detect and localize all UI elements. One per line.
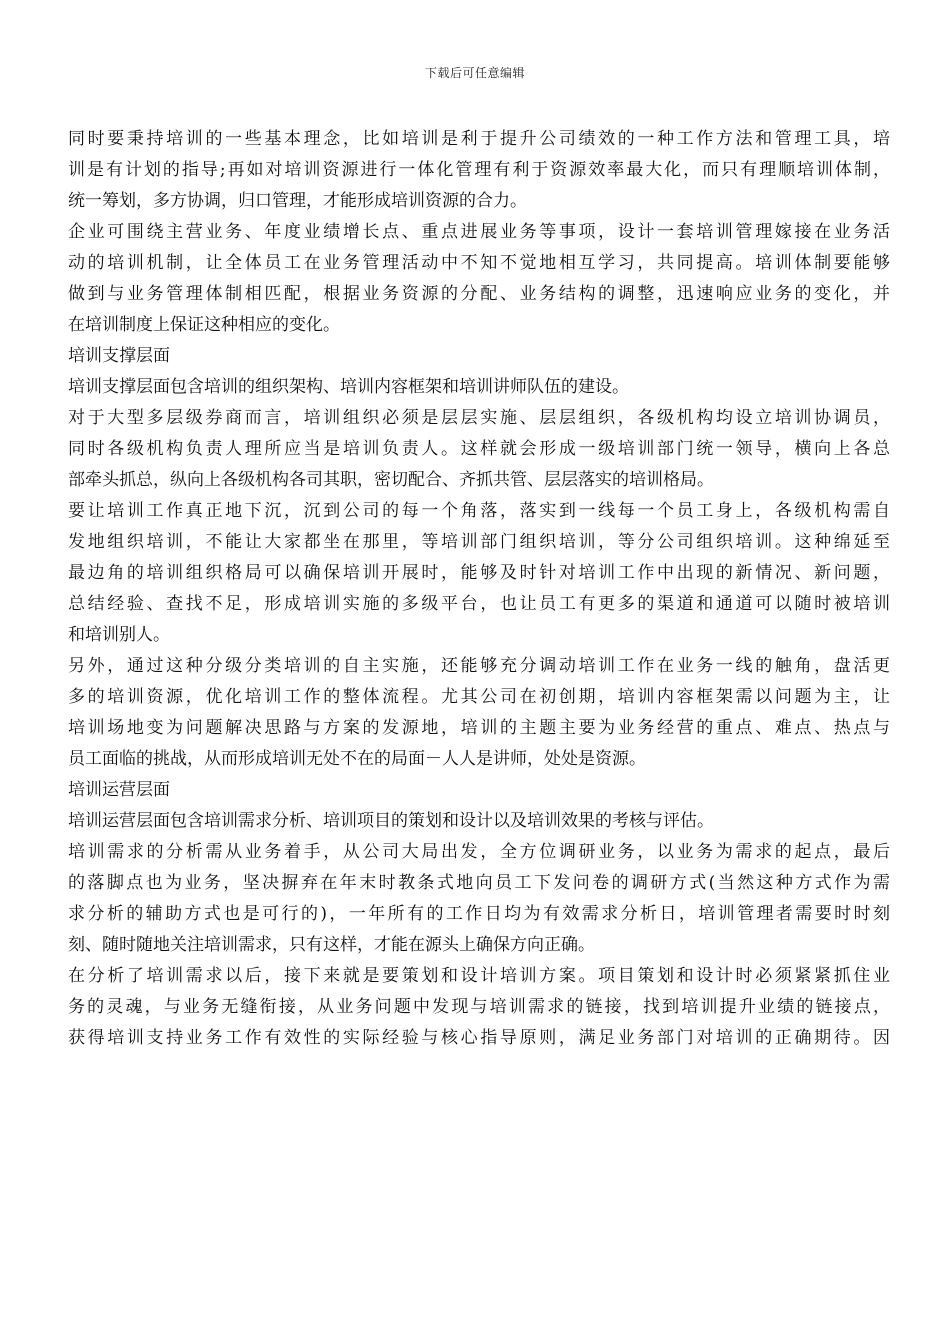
- text-line: 务的灵魂，与业务无缝衔接，从业务问题中发现与培训需求的链接，找到培训提升业绩的链接点，: [68, 997, 890, 1017]
- text-line: 的落脚点也为业务，坚决摒弃在年末时教条式地向员工下发问卷的调研方式(当然这种方式作为需: [68, 873, 890, 893]
- text-line: 发地组织培训，不能让大家都坐在那里，等培训部门组织培训，等分公司组织培训。这种绵延至: [68, 532, 890, 552]
- text-line: 同时各级机构负责人理所应当是培训负责人。这样就会形成一级培训部门统一领导，横向上各总: [68, 439, 890, 459]
- document-body: [68, 124, 890, 1054]
- text-line: 获得培训支持业务工作有效性的实际经验与核心指导原则，满足业务部门对培训的正确期待。因: [68, 1028, 890, 1048]
- section-heading: 培训支撑层面: [68, 346, 170, 366]
- text-line: 求分析的辅助方式也是可行的)，一年所有的工作日均为有效需求分析日，培训管理者需要时时刻: [68, 904, 890, 924]
- text-line: 培训运营层面包含培训需求分析、培训项目的策划和设计以及培训效果的考核与评估。: [68, 811, 714, 831]
- text-line: 要让培训工作真正地下沉，沉到公司的每一个角落，落实到一线每一个员工身上，各级机构需自: [68, 501, 890, 521]
- text-line: 对于大型多层级券商而言，培训组织必须是层层实施、层层组织，各级机构均设立培训协调员，: [68, 408, 890, 428]
- text-line: 最边角的培训组织格局可以确保培训开展时，能够及时针对培训工作中出现的新情况、新问题，: [68, 563, 890, 583]
- text-line: 培训需求的分析需从业务着手，从公司大局出发，全方位调研业务，以业务为需求的起点，最后: [68, 842, 890, 862]
- text-line: 总结经验、查找不足，形成培训实施的多级平台，也让员工有更多的渠道和通道可以随时被培训: [68, 594, 890, 614]
- text-line: 企业可围绕主营业务、年度业绩增长点、重点进展业务等事项，设计一套培训管理嫁接在业务活: [68, 222, 890, 242]
- text-line: 部牵头抓总，纵向上各级机构各司其职，密切配合、齐抓共管、层层落实的培训格局。: [68, 470, 714, 490]
- text-line: 做到与业务管理体制相匹配，根据业务资源的分配、业务结构的调整，迅速响应业务的变化，并: [68, 284, 890, 304]
- text-line: 在分析了培训需求以后，接下来就是要策划和设计培训方案。项目策划和设计时必须紧紧抓住业: [68, 966, 890, 986]
- text-line: 训是有计划的指导;再如对培训资源进行一体化管理有利于资源效率最大化，而只有理顺培训体制，: [68, 160, 890, 180]
- text-line: 刻、随时随地关注培训需求，只有这样，才能在源头上确保方向正确。: [68, 935, 595, 955]
- text-line: 同时要秉持培训的一些基本理念，比如培训是利于提升公司绩效的一种工作方法和管理工具，培: [68, 129, 890, 149]
- page-header: 下载后可任意编辑: [424, 66, 525, 80]
- section-heading: 培训运营层面: [68, 780, 170, 800]
- text-line: 动的培训机制，让全体员工在业务管理活动中不知不觉地相互学习，共同提高。培训体制要能够: [68, 253, 890, 273]
- text-line: 和培训别人。: [68, 625, 170, 645]
- text-line: 另外，通过这种分级分类培训的自主实施，还能够充分调动培训工作在业务一线的触角，盘活更: [68, 656, 890, 676]
- text-line: 多的培训资源，优化培训工作的整体流程。尤其公司在初创期，培训内容框架需以问题为主，让: [68, 687, 890, 707]
- text-line: 培训支撑层面包含培训的组织架构、培训内容框架和培训讲师队伍的建设。: [68, 377, 629, 397]
- text-line: 统一筹划，多方协调，归口管理，才能形成培训资源的合力。: [68, 191, 527, 211]
- text-line: 在培训制度上保证这种相应的变化。: [68, 315, 340, 335]
- text-line: 培训场地变为问题解决思路与方案的发源地，培训的主题主要为业务经营的重点、难点、热点与: [68, 718, 890, 738]
- text-line: 员工面临的挑战，从而形成培训无处不在的局面－人人是讲师，处处是资源。: [68, 749, 646, 769]
